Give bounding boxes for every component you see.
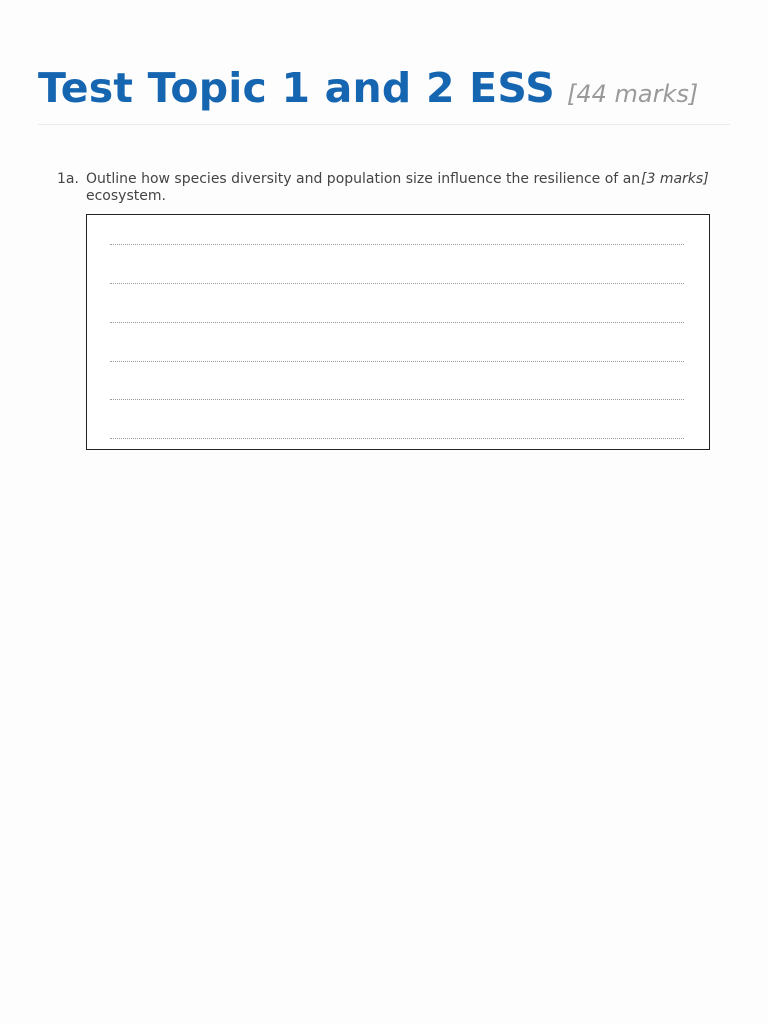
- answer-line[interactable]: [110, 438, 684, 439]
- total-marks: [44 marks]: [566, 80, 699, 108]
- answer-line[interactable]: [110, 283, 684, 284]
- header-divider: [38, 124, 730, 125]
- page-header: [38, 64, 730, 112]
- question-number: 1a.: [57, 171, 79, 187]
- answer-line[interactable]: [110, 322, 684, 323]
- answer-line[interactable]: [110, 244, 684, 245]
- answer-line[interactable]: [110, 361, 684, 362]
- question-text: Outline how species diversity and population size influence the resilience of an ecosystem.: [86, 171, 641, 204]
- answer-line[interactable]: [110, 399, 684, 400]
- question-marks: [3 marks]: [641, 171, 709, 187]
- page-title: Test Topic 1 and 2 ESS: [38, 64, 555, 112]
- answer-box[interactable]: [86, 214, 710, 450]
